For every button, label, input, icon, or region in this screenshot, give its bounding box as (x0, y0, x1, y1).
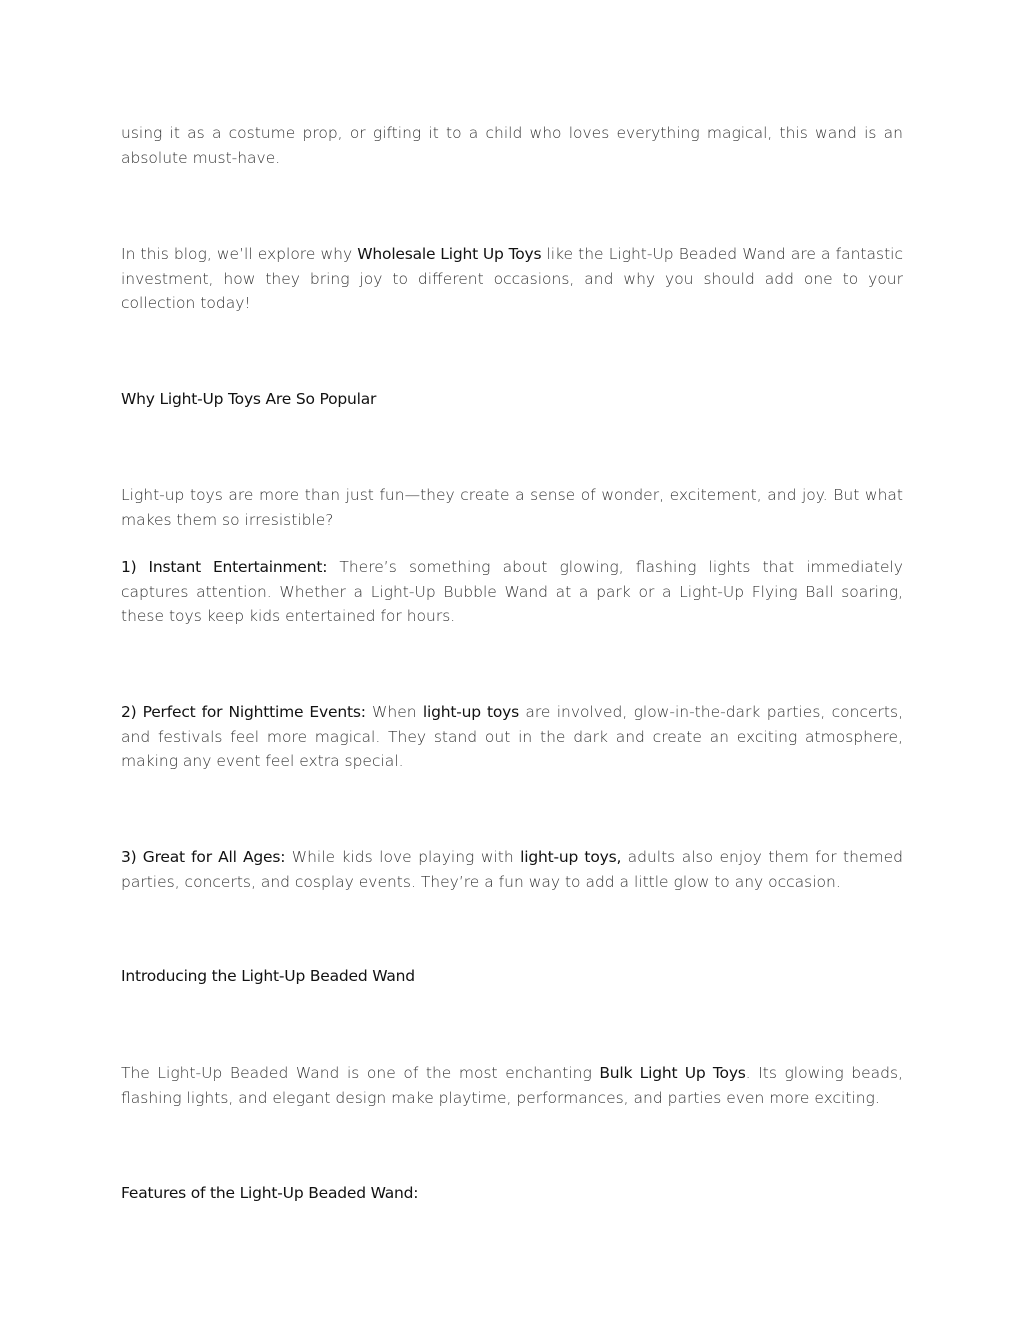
paragraph-point-2 (121, 700, 903, 774)
point-2-after: are involved, glow-in-the-dark parties, concerts, and festivals feel more magical. They stand out in the dark and create an exciting atmosphere, making any event feel extra special. (121, 703, 903, 770)
bulk-light-up-toys-link[interactable]: Bulk Light Up Toys (599, 1064, 746, 1082)
point-1-text: There’s something about glowing, flashing lights that immediately captures attention. Whether a Light-Up Bubble Wand at a park or a Light-Up Flying Ball soaring, these toys keep kids entertained for hours. (121, 558, 903, 625)
light-up-toys-link[interactable]: light-up toys (422, 703, 520, 721)
point-3-before: While kids love playing with (285, 848, 521, 866)
wand-intro-before: The Light-Up Beaded Wand is one of the most enchanting (121, 1064, 600, 1082)
paragraph-intro-tail: using it as a costume prop, or gifting it to a child who loves everything magical, this wand is an absolute must-have. (121, 124, 903, 167)
point-3-after: adults also enjoy them for themed parties, concerts, and cosplay events. They’re a fun way to add a little glow to any occasion. (121, 848, 903, 891)
heading-introducing-wand: Introducing the Light-Up Beaded Wand (121, 967, 415, 985)
blog-intro-before: In this blog, we’ll explore why (121, 245, 358, 263)
point-2-before: When (365, 703, 423, 721)
wholesale-light-up-toys-link[interactable]: Wholesale Light Up Toys (357, 245, 542, 263)
blog-intro-after: like the Light-Up Beaded Wand are a fantastic investment, how they bring joy to different occasions, and why you should add one to your collection today! (121, 245, 903, 312)
heading-features: Features of the Light-Up Beaded Wand: (121, 1184, 419, 1202)
wand-intro-after: . Its glowing beads, flashing lights, and elegant design make playtime, performances, and parties even more exciting. (121, 1064, 903, 1107)
paragraph-popular-intro: Light-up toys are more than just fun—they create a sense of wonder, excitement, and joy. But what makes them so irresistible? (121, 486, 903, 529)
light-up-toys-link-2[interactable]: light-up toys, (520, 848, 622, 866)
paragraph-point-3 (121, 845, 903, 894)
point-1-label: 1) Instant Entertainment: (121, 558, 328, 576)
point-2-label: 2) Perfect for Nighttime Events: (121, 703, 366, 721)
point-3-label: 3) Great for All Ages: (121, 848, 286, 866)
heading-why-popular: Why Light-Up Toys Are So Popular (121, 390, 377, 408)
paragraph-wand-intro (121, 1061, 903, 1110)
paragraph-blog-intro (121, 242, 903, 316)
paragraph-point-1 (121, 555, 903, 629)
